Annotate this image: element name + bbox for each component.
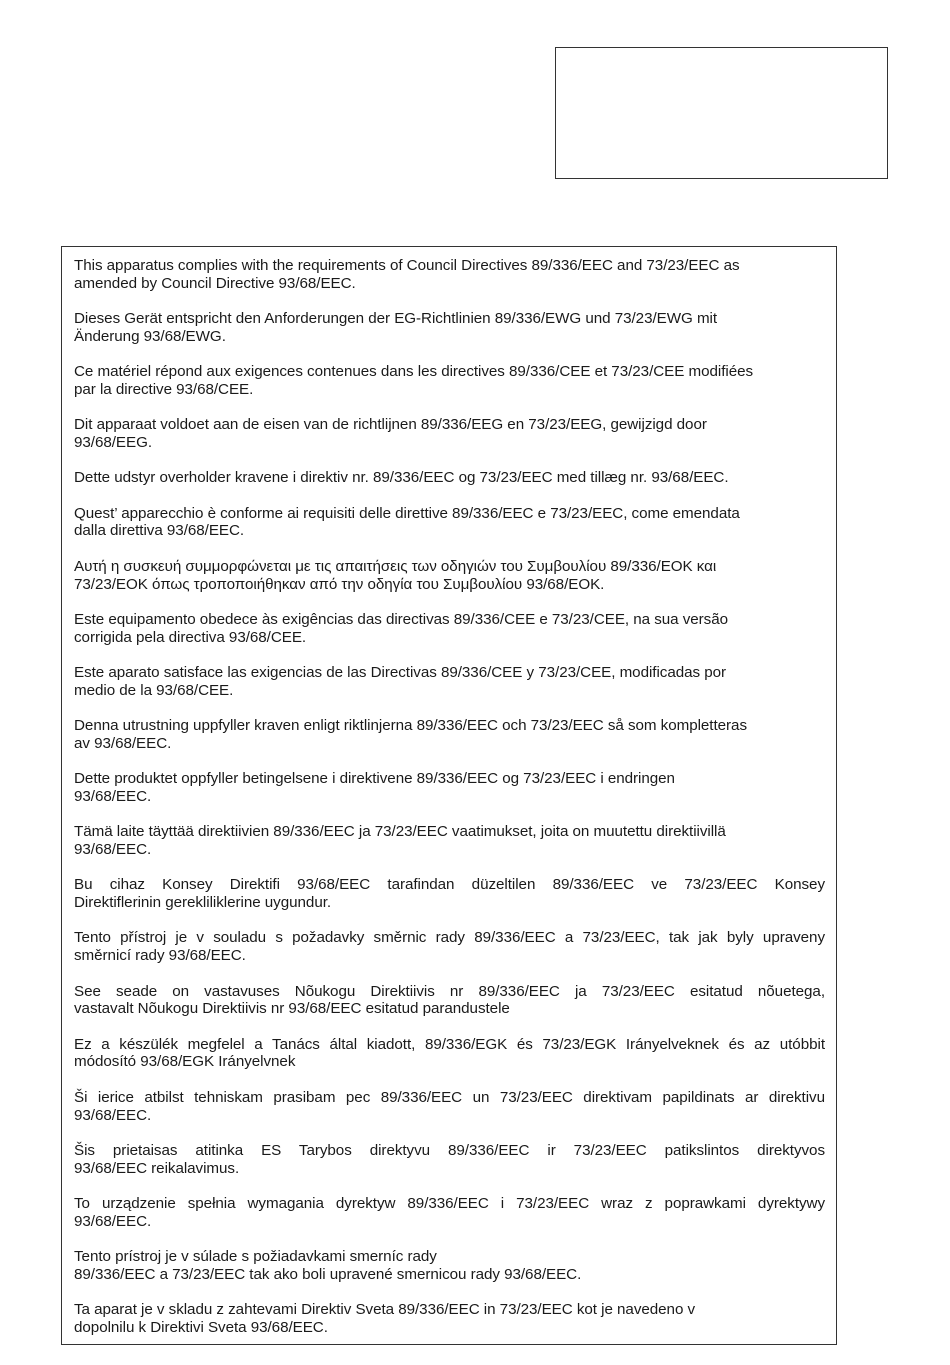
statement-line: směrnicí rady 93/68/EEC.: [74, 947, 246, 965]
statement-line: 73/23/ΕΟΚ όπως τροποποιήθηκαν από την οδηγία του Συμβουλίου 93/68/ΕΟΚ.: [74, 575, 605, 593]
statement-line: 93/68/EEC.: [74, 787, 152, 805]
statement-line: See seade on vastavuses Nõukogu Direktiivis nr 89/336/EEC ja 73/23/EEC esitatud nõuetega,: [74, 982, 825, 1000]
statement-line: medio de la 93/68/CEE.: [74, 681, 234, 699]
compliance-statement: [74, 929, 825, 965]
statement-line: módosító 93/68/EGK Irányelvnek: [74, 1053, 296, 1071]
statement-line: Ce matériel répond aux exigences contenues dans les directives 89/336/CEE et 73/23/CEE modifiées: [74, 363, 754, 381]
statement-line: Bu cihaz Konsey Direktifi 93/68/EEC tarafindan düzeltilen 89/336/EEC ve 73/23/EEC Konsey: [74, 876, 825, 894]
statement-line: par la directive 93/68/CEE.: [74, 380, 254, 398]
statement-line: Dette produktet oppfyller betingelsene i direktivene 89/336/EEC og 73/23/EEC i endringen: [74, 770, 675, 788]
compliance-statement: [74, 983, 825, 1019]
compliance-statement: [74, 310, 825, 346]
compliance-statement: [74, 1248, 825, 1284]
statement-line: dalla direttiva 93/68/EEC.: [74, 522, 245, 540]
blank-label-box: [555, 47, 888, 179]
compliance-statement: [74, 1036, 825, 1072]
compliance-statement: [74, 664, 825, 700]
statement-line: Änderung 93/68/EWG.: [74, 327, 226, 345]
statement-line: 93/68/EEG.: [74, 434, 153, 452]
statement-line: amended by Council Directive 93/68/EEC.: [74, 274, 356, 292]
statement-line: av 93/68/EEC.: [74, 734, 172, 752]
compliance-statement: [74, 416, 825, 452]
compliance-statement: [74, 363, 825, 399]
compliance-statement: [74, 1301, 825, 1337]
compliance-statement: [74, 469, 825, 487]
statement-line: Quest’ apparecchio è conforme ai requisiti delle direttive 89/336/EEC e 73/23/EEC, come emendata: [74, 504, 740, 522]
statement-line: To urządzenie spełnia wymagania dyrektyw 89/336/EEC i 73/23/EEC wraz z poprawkami dyrektywy: [74, 1194, 825, 1212]
statement-line: Este aparato satisface las exigencias de las Directivas 89/336/CEE y 73/23/CEE, modificadas por: [74, 663, 727, 681]
compliance-statement: [74, 558, 825, 594]
compliance-statement: [74, 1195, 825, 1231]
statement-line: dopolnilu k Direktivi Sveta 93/68/EEC.: [74, 1318, 328, 1336]
statement-line: Dit apparaat voldoet aan de eisen van de richtlijnen 89/336/EEG en 73/23/EEG, gewijzigd door: [74, 416, 707, 434]
statement-line: 93/68/EEC reikalavimus.: [74, 1159, 240, 1177]
compliance-statement: [74, 1089, 825, 1125]
statement-line: Este equipamento obedece às exigências das directivas 89/336/CEE e 73/23/CEE, na sua versão: [74, 610, 728, 628]
statement-line: vastavalt Nõukogu Direktiivis nr 93/68/EEC esitatud parandustele: [74, 1000, 510, 1018]
statement-line: Tento prístroj je v súlade s požiadavkami smerníc rady: [74, 1247, 437, 1265]
statement-line: Ta aparat je v skladu z zahtevami Direktiv Sveta 89/336/EEC in 73/23/EEC kot je navedeno v: [74, 1301, 696, 1319]
compliance-statement: [74, 1142, 825, 1178]
compliance-notice-box: [61, 246, 837, 1345]
statement-line: Ši ierice atbilst tehniskam prasibam pec 89/336/EEC un 73/23/EEC direktivam papildinats ar direktivu: [74, 1088, 825, 1106]
statement-line: Šis prietaisas atitinka ES Tarybos direktyvu 89/336/EEC ir 73/23/EEC patikslintos direktyvos: [74, 1141, 825, 1159]
compliance-statement: [74, 257, 825, 293]
statement-line: Αυτή η συσκευή συμμορφώνεται με τις απαιτήσεις των οδηγιών του Συμβουλίου 89/336/ΕΟΚ και: [74, 557, 717, 575]
statement-line: Direktiflerinin gerekliliklerine uygundur.: [74, 894, 332, 912]
compliance-statement: [74, 876, 825, 912]
statement-line: corrigida pela directiva 93/68/CEE.: [74, 628, 307, 646]
statement-line: This apparatus complies with the requirements of Council Directives 89/336/EEC and 73/23/EEC as: [74, 257, 740, 274]
statement-line: Ez a készülék megfelel a Tanács által kiadott, 89/336/EGK és 73/23/EGK Irányelveknek és az utóbbit: [74, 1035, 825, 1053]
statement-line: Tämä laite täyttää direktiivien 89/336/EEC ja 73/23/EEC vaatimukset, joita on muutettu direktiivillä: [74, 823, 726, 841]
compliance-statement: [74, 505, 825, 541]
compliance-statement: [74, 717, 825, 753]
compliance-statement: [74, 770, 825, 806]
statement-line: Denna utrustning uppfyller kraven enligt riktlinjerna 89/336/EEC och 73/23/EEC så som kompletteras: [74, 717, 747, 735]
statement-line: 93/68/EEC.: [74, 1106, 152, 1124]
compliance-statements: [74, 257, 825, 1337]
statement-line: 89/336/EEC a 73/23/EEC tak ako boli upravené smernicou rady 93/68/EEC.: [74, 1265, 582, 1283]
statement-line: 93/68/EEC.: [74, 1212, 152, 1230]
statement-line: 93/68/EEC.: [74, 841, 152, 859]
statement-line: Dette udstyr overholder kravene i direktiv nr. 89/336/EEC og 73/23/EEC med tillæg nr. 93/68/EEC.: [74, 469, 729, 487]
statement-line: Tento přístroj je v souladu s požadavky směrnic rady 89/336/EEC a 73/23/EEC, tak jak byly upraveny: [74, 929, 825, 947]
compliance-statement: [74, 611, 825, 647]
compliance-statement: [74, 823, 825, 859]
statement-line: Dieses Gerät entspricht den Anforderungen der EG-Richtlinien 89/336/EWG und 73/23/EWG mit: [74, 310, 718, 328]
